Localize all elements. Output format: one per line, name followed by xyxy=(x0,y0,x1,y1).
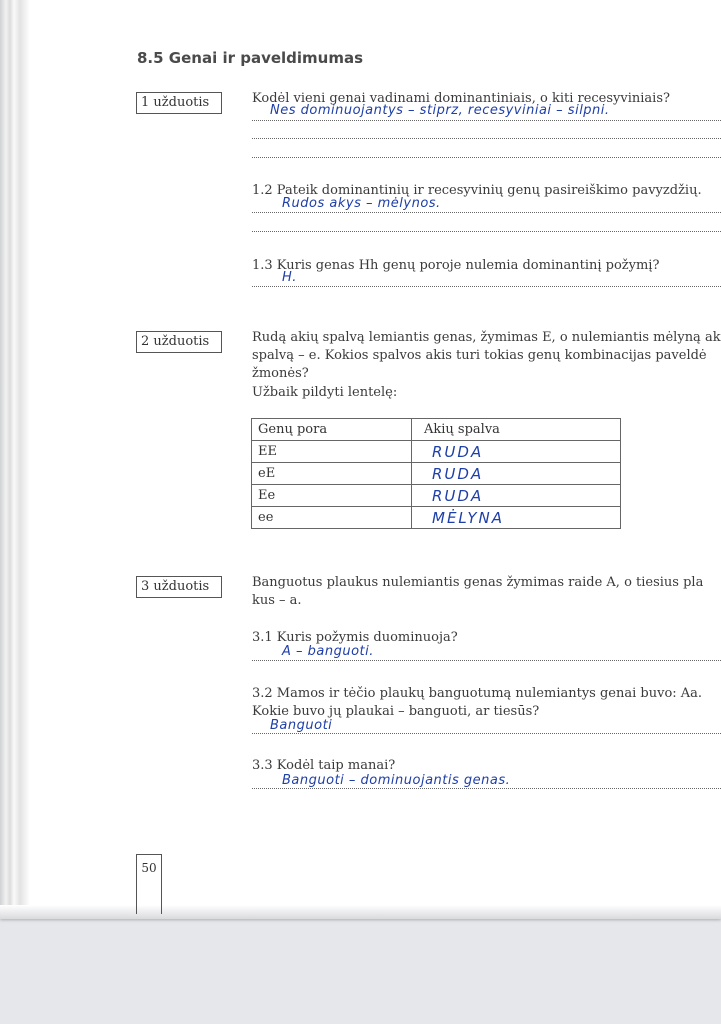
gene-pair-cell: ee xyxy=(252,507,412,529)
task3-answer2: Banguoti xyxy=(270,718,333,733)
answer-line xyxy=(252,211,721,213)
page-edge-stack xyxy=(0,0,34,918)
task1-answer1: Nes dominuojantys – stiprz, recesyviniai – silpni. xyxy=(270,103,610,118)
task3-question1: 3.1 Kuris požymis duominuoja? xyxy=(252,630,458,645)
task1-label: 1 užduotis xyxy=(136,92,222,114)
task3-question2-line2: Kokie buvo jų plaukai – banguoti, ar tiesūs? xyxy=(252,704,540,719)
answer-line xyxy=(252,137,721,139)
eye-color-cell: RUDA xyxy=(432,442,484,461)
task2-text-line1: Rudą akių spalvą lemiantis genas, žymimas E, o nulemiantis mėlyną ak xyxy=(252,330,721,345)
table-row xyxy=(252,485,621,507)
answer-line xyxy=(252,659,721,661)
task2-instruction: Užbaik pildyti lentelę: xyxy=(252,385,398,400)
task3-text-line2: kus – a. xyxy=(252,593,302,608)
task3-text-line1: Banguotus plaukus nulemiantis genas žymimas raide A, o tiesius pla xyxy=(252,575,704,590)
section-title: 8.5 Genai ir paveldimumas xyxy=(137,49,364,67)
task1-question3: 1.3 Kuris genas Hh genų poroje nulemia dominantinį požymį? xyxy=(252,258,660,273)
task1-question1: Kodėl vieni genai vadinami dominantiniais, o kiti recesyviniais? xyxy=(252,91,670,106)
table-header-row xyxy=(252,419,621,441)
gene-pair-cell: Ee xyxy=(252,485,412,507)
task3-question2-line1: 3.2 Mamos ir tėčio plaukų banguotumą nulemiantys genai buvo: Aa. xyxy=(252,686,703,701)
task2-label: 2 užduotis xyxy=(136,331,222,353)
answer-line xyxy=(252,787,721,789)
table-row xyxy=(252,441,621,463)
task1-answer2: Rudos akys – mėlynos. xyxy=(282,196,441,211)
gene-pair-cell: eE xyxy=(252,463,412,485)
table-row xyxy=(252,507,621,529)
task3-question3: 3.3 Kodėl taip manai? xyxy=(252,758,396,773)
answer-line xyxy=(252,119,721,121)
answer-line xyxy=(252,230,721,232)
page-number: 50 xyxy=(136,854,162,914)
task3-label: 3 užduotis xyxy=(136,576,222,598)
gene-table xyxy=(251,418,621,529)
gene-pair-cell: EE xyxy=(252,441,412,463)
answer-line xyxy=(252,156,721,158)
task3-answer3: Banguoti – dominuojantis genas. xyxy=(282,773,511,788)
task2-text-line2: spalvą – e. Kokios spalvos akis turi tokias genų kombinacijas paveldė xyxy=(252,348,707,363)
task2-text-line3: žmonės? xyxy=(252,366,309,381)
table-header-eye-color: Akių spalva xyxy=(412,419,621,441)
eye-color-cell: RUDA xyxy=(432,464,484,483)
task1-question2: 1.2 Pateik dominantinių ir recesyvinių genų pasireiškimo pavyzdžių. xyxy=(252,183,702,198)
table-header-gene-pair: Genų pora xyxy=(252,419,412,441)
table-row xyxy=(252,463,621,485)
page-bottom-shadow xyxy=(0,905,721,919)
eye-color-cell: RUDA xyxy=(432,486,484,505)
answer-line xyxy=(252,732,721,734)
eye-color-cell: MĖLYNA xyxy=(432,508,504,527)
task1-answer3: H. xyxy=(282,270,297,285)
task3-answer1: A – banguoti. xyxy=(282,644,374,659)
answer-line xyxy=(252,285,721,287)
